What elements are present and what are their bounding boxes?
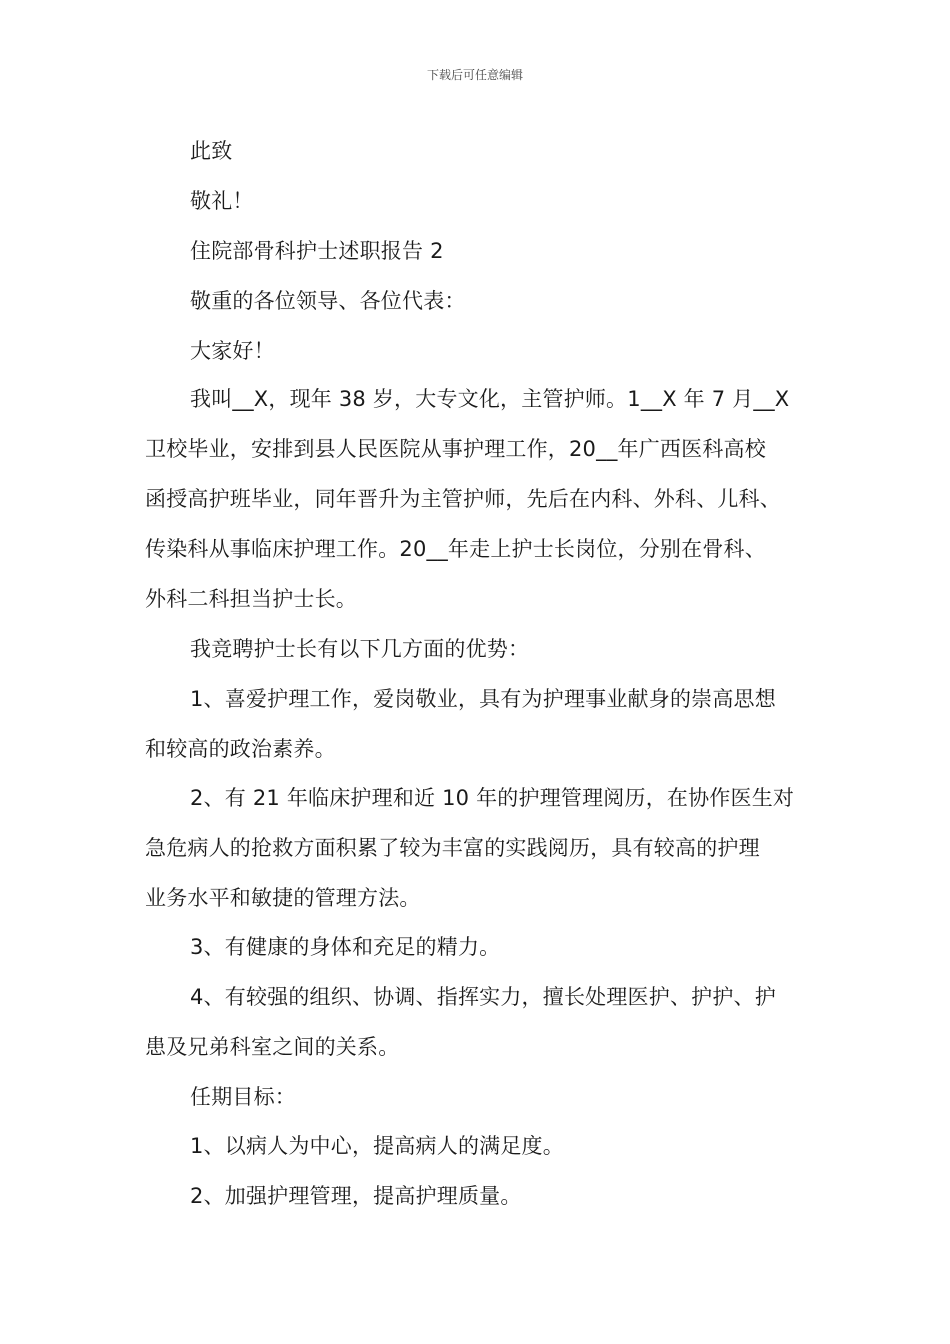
paragraph-line: 函授高护班毕业，同年晋升为主管护师，先后在内科、外科、儿科、 (145, 487, 781, 511)
header-note: 下载后可任意编辑 (426, 68, 523, 82)
list-item: 4、有较强的组织、协调、指挥实力，擅长处理医护、护护、护 (190, 985, 776, 1009)
list-item: 1、以病人为中心，提高病人的满足度。 (190, 1134, 564, 1158)
paragraph-line: 外科二科担当护士长。 (145, 587, 357, 611)
salutation-line: 敬礼！ (190, 189, 254, 213)
list-item-continuation: 患及兄弟科室之间的关系。 (145, 1035, 400, 1059)
report-title: 住院部骨科护士述职报告 2 (190, 239, 444, 263)
greeting-line: 大家好！ (190, 339, 275, 363)
closing-line: 此致 (190, 139, 233, 163)
paragraph-line: 卫校毕业，安排到县人民医院从事护理工作，20__年广西医科高校 (145, 437, 766, 461)
list-item-continuation: 和较高的政治素养。 (145, 737, 336, 761)
greeting-line: 敬重的各位领导、各位代表： (190, 289, 466, 313)
list-item-continuation: 急危病人的抢救方面积累了较为丰富的实践阅历，具有较高的护理 (145, 836, 760, 860)
list-item: 3、有健康的身体和充足的精力。 (190, 935, 501, 959)
paragraph-line: 我叫__X，现年 38 岁，大专文化，主管护师。1__X 年 7 月__X (190, 387, 790, 411)
list-item: 2、有 21 年临床护理和近 10 年的护理管理阅历，在协作医生对 (190, 786, 795, 810)
list-item: 1、喜爱护理工作，爱岗敬业，具有为护理事业献身的崇高思想 (190, 687, 776, 711)
section-heading: 任期目标： (190, 1085, 296, 1109)
list-item-continuation: 业务水平和敏捷的管理方法。 (145, 886, 421, 910)
paragraph-line: 传染科从事临床护理工作。20__年走上护士长岗位，分别在骨科、 (145, 537, 766, 561)
list-item: 2、加强护理管理，提高护理质量。 (190, 1184, 522, 1208)
section-heading: 我竞聘护士长有以下几方面的优势： (190, 637, 530, 661)
